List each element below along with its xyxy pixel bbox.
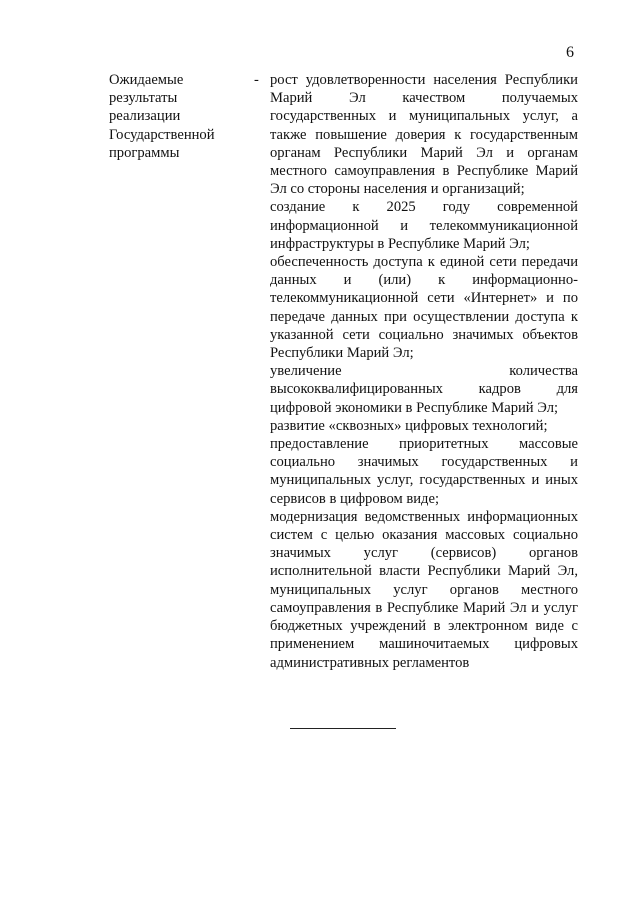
section-label-line: Государственной	[109, 126, 215, 143]
result-paragraph-digital-services: предоставление приоритетных массовые социально значимых государственных и муниципальных услуг, государственных и иных сервисов в цифровом виде;	[270, 436, 578, 507]
result-paragraph-personnel: увеличение количества высококвалифицированных кадров для цифровой экономики в Республике Марий Эл;	[270, 363, 578, 416]
result-paragraph-modernization: модернизация ведомственных информационных систем с целью оказания массовых социально значимых услуг (сервисов) органов исполнительной власти Республики Марий Эл, муниципальных услуг органов местного самоуправления в Республике Марий Эл и услуг бюджетных учреждений в электронном виде с применением машиночитаемых цифровых административных регламентов	[270, 508, 578, 671]
section-label-line: реализации	[109, 108, 181, 125]
section-label	[109, 71, 249, 162]
section-label-line: программы	[109, 144, 180, 161]
expected-results-list	[270, 71, 578, 672]
result-paragraph-network-access: обеспеченность доступа к единой сети передачи данных и (или) к информационно-телекоммуникационной сети «Интернет» и по передаче данных при осуществлении доступа к указанной сети социально значимых объектов Республики Марий Эл;	[270, 254, 578, 362]
list-marker: -	[254, 72, 259, 88]
section-label-line: Ожидаемые	[109, 72, 184, 88]
end-divider-line	[290, 728, 396, 729]
section-label-line: результаты	[109, 90, 178, 107]
result-paragraph-satisfaction: рост удовлетворенности населения Республики Марий Эл качеством получаемых государственных и муниципальных услуг, а также повышение доверия к государственным органам Республики Марий Эл и органам местного самоуправления в Республике Марий Эл со стороны населения и организаций;	[270, 72, 578, 198]
page-number: 6	[566, 44, 574, 61]
result-paragraph-technologies: развитие «сквозных» цифровых технологий;	[270, 417, 548, 434]
result-paragraph-infrastructure: создание к 2025 году современной информационной и телекоммуникационной инфраструктуры в Республике Марий Эл;	[270, 199, 578, 252]
